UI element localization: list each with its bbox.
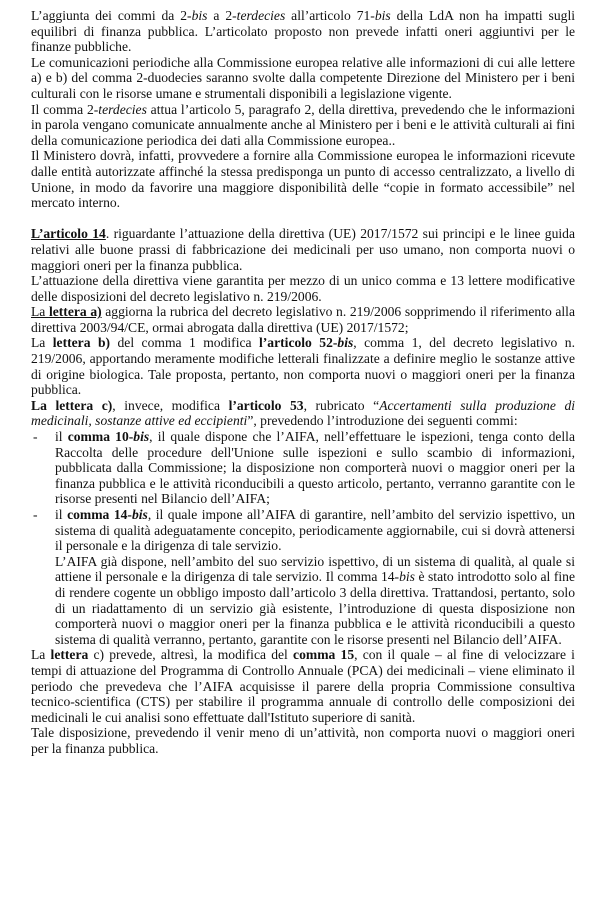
paragraph-articolo-14: L’articolo 14. riguardante l’attuazione della direttiva (UE) 2017/1572 sui principi e le linee guida relativi alle buone prassi di fabbricazione dei medicinali per uso umano, non comporta nuovi o maggiori oneri per la finanza pubblica. <box>31 226 575 273</box>
paragraph-ministero: Il Ministero dovrà, infatti, provvedere a fornire alla Commissione europea le informazioni ricevute dalle entità autorizzate affinché la stessa predisponga un punto di accesso centralizzato, a livello di Unione, in modo da favorire una maggiore disponibilità delle “copie in formato accessibile” nel mercato interno. <box>31 148 575 211</box>
paragraph-tale-disposizione: Tale disposizione, prevedendo il venir meno di un’attività, non comporta nuovi o maggiori oneri per la finanza pubblica. <box>31 725 575 756</box>
paragraph-attuazione: L’attuazione della direttiva viene garantita per mezzo di un unico comma e 13 lettere modificative delle disposizioni del decreto legislativo n. 219/2006. <box>31 273 575 304</box>
paragraph-lettera-a: La lettera a) aggiorna la rubrica del decreto legislativo n. 219/2006 sopprimendo il riferimento alla direttiva 2003/94/CE, ormai abrogata dalla direttiva (UE) 2017/1572; <box>31 304 575 335</box>
paragraph-lda-commi: L’aggiunta dei commi da 2-bis a 2-terdecies all’articolo 71-bis della LdA non ha impatti sugli equilibri di finanza pubblica. L’articolato proposto non prevede infatti oneri aggiuntivi per le finanze pubbliche. <box>31 8 575 55</box>
list-item-comma-14-bis: - il comma 14-bis, il quale impone all’AIFA di garantire, nell’ambito del servizio ispettivo, un sistema di qualità adeguatamente concepito, periodicamente aggiornabile, cui si dovrà attenersi il personale e la dirigenza di tale servizio. <box>33 507 576 554</box>
paragraph-comma-terdecies: Il comma 2-terdecies attua l’articolo 5, paragrafo 2, della direttiva, prevedendo che le informazioni in parola vengano comunicate annualmente anche al Ministero per i beni e le attività culturali ai fini della comunicazione periodica dei dati alla Commissione europea.. <box>31 101 576 148</box>
paragraph-lettera-b: La lettera b) del comma 1 modifica l’articolo 52-bis, comma 1, del decreto legislativo n. 219/2006, apportando meramente modifiche letterali finalizzate a definire meglio le sostanze attive di origine biologica. Tale proposta, pertanto, non comporta nuovi o maggiori oneri per la finanza pubblica. <box>31 335 575 398</box>
dash-bullet: - <box>33 507 38 522</box>
paragraph-lettera-c: La lettera c), invece, modifica l’articolo 53, rubricato “Accertamenti sulla produzione di medicinali, sostanze attive ed eccipienti”, prevedendo l’introduzione dei seguenti commi: <box>31 397 576 429</box>
list-item-comma-14-bis-continuation: L’AIFA già dispone, nell’ambito del suo servizio ispettivo, di un sistema di qualità, al quale si attiene il personale e la dirigenza di tale servizio. Il comma 14-bis è stato introdotto solo al fine di rendere cogente un obbligo imposto dall’articolo 3 della direttiva. Trattandosi, pertanto, solo di un riadattamento di un servizio già esistente, l’introduzione di questa disposizione non comporterà nuovi o maggior oneri per la finanza pubblica e le attività riconducibili a questo sistema di qualità verranno, pertanto, garantite con le risorse presenti nel Bilancio dell’AIFA. <box>55 553 575 647</box>
paragraph-comma-15: La lettera c) prevede, altresì, la modifica del comma 15, con il quale – al fine di velocizzare i tempi di attuazione del Programma di Controllo Annuale (PCA) dei medicinali – viene eliminato il periodo che prevedeva che l’AIFA acquisisse il parere della propria Commissione consultiva tecnico-scientifica (CTS) per stabilire il programma annuale di controllo delle composizioni dei medicinali le cui analisi sono effettuate dall'Istituto superiore di sanità. <box>31 647 575 725</box>
dash-bullet: - <box>33 429 38 445</box>
paragraph-spacer <box>31 211 575 227</box>
paragraph-comunicazioni: Le comunicazioni periodiche alla Commissione europea relative alle informazioni di cui alle lettere a) e b) del comma 2-duodecies saranno svolte dalla competente Direzione del Ministero per i beni culturali con le risorse umane e strumentali disponibili a legislazione vigente. <box>31 54 575 101</box>
articolo-14-heading: L’articolo 14 <box>31 226 106 242</box>
list-item-comma-10-bis: - il comma 10-bis, il quale dispone che l’AIFA, nell’effettuare le ispezioni, tenga conto della Raccolta delle procedure dell'Unione sulle ispezioni e sullo scambio di informazioni, pubblicata dalla Commissione; la disposizione non comporterà nuovi o maggior oneri per la finanza pubblica e le attività riconducibili a questo articolo, pertanto, verranno garantite con le risorse presenti nel Bilancio dell’AIFA; <box>33 429 575 507</box>
